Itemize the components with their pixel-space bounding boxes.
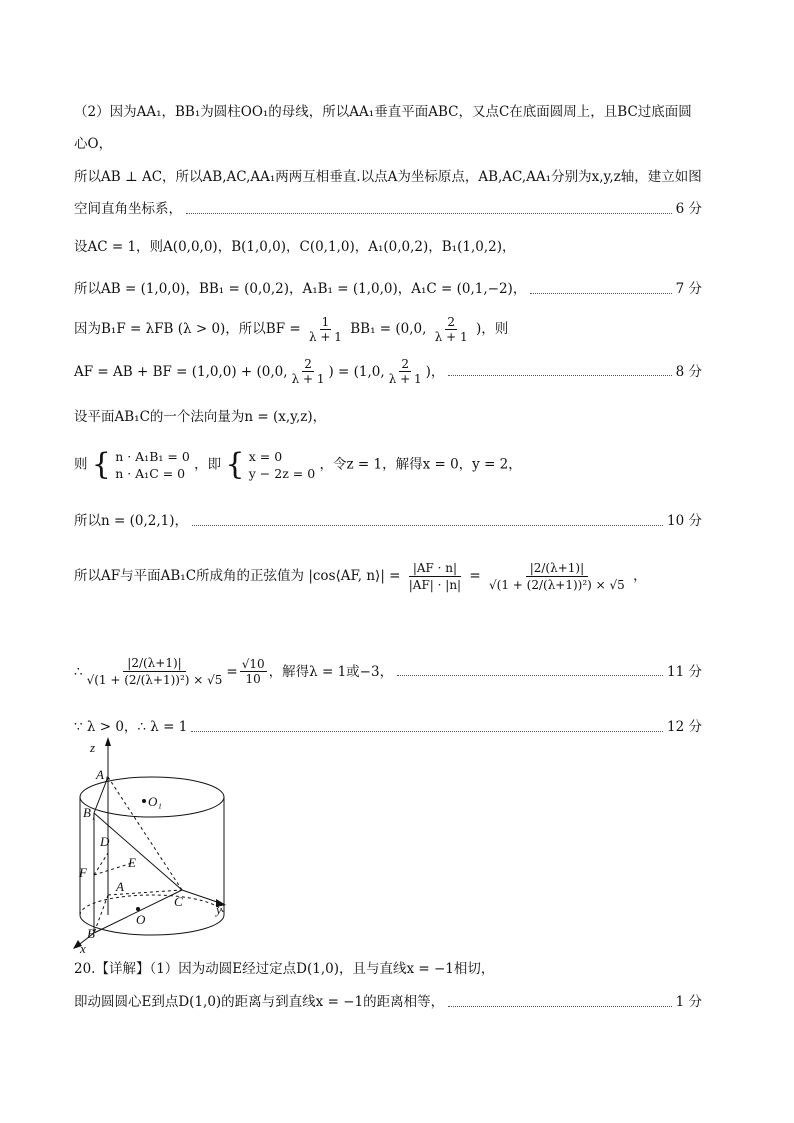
dot-leader bbox=[192, 525, 663, 526]
solution-line-16 bbox=[74, 993, 702, 1011]
solution-line-8 bbox=[74, 357, 702, 386]
line-text: 所以AB = (1,0,0)，BB₁ = (0,0,2)，A₁B₁ = (1,0,0)，A₁C = (0,1,−2)， bbox=[74, 281, 527, 297]
dot-leader bbox=[448, 375, 671, 376]
solution-line-2: 心O， bbox=[74, 136, 113, 152]
segment-fe bbox=[94, 863, 132, 875]
label-d: D bbox=[100, 834, 110, 849]
solution-line-3: 所以AB ⊥ AC，所以AB,AC,AA₁两两互相垂直.以点A为坐标原点，AB,AC,AA₁分别为x,y,z轴，建立如图 bbox=[74, 169, 702, 185]
center-o1-dot bbox=[142, 799, 146, 803]
fraction: $\frac{|AF \cdot n|}{|AF| \cdot |n|}$ bbox=[408, 561, 462, 592]
fraction: $\frac{|2/(\lambda+1)|}{\text{√(1 + (2/(λ+1))²) × √5}}$ bbox=[86, 656, 223, 687]
equals-sign: = bbox=[226, 663, 238, 680]
line-text: ∵ λ > 0，∴ λ = 1 bbox=[74, 719, 188, 735]
label-z: z bbox=[90, 740, 96, 755]
bottom-ellipse-front bbox=[80, 915, 224, 935]
label-x: x bbox=[80, 941, 86, 955]
line-text: 则 bbox=[74, 456, 88, 473]
solution-line-11 bbox=[74, 512, 702, 530]
fraction: $\frac{2}{\lambda + 1}$ bbox=[388, 357, 422, 386]
line-text: )，则 bbox=[475, 321, 509, 337]
line-text: ，令z = 1，解得x = 0，y = 2， bbox=[319, 456, 522, 473]
solution-line-13 bbox=[74, 655, 702, 688]
solution-line-1: （2）因为AA₁，BB₁为圆柱OO₁的母线，所以AA₁垂直平面ABC，又点C在底面圆周上，且BC过底面圆 bbox=[74, 104, 692, 120]
label-b1: B₁ bbox=[83, 805, 96, 820]
line-text: ，即 bbox=[194, 456, 222, 473]
left-brace: { bbox=[225, 447, 245, 482]
equation: n · A₁C = 0 bbox=[115, 466, 186, 481]
label-a: A bbox=[116, 879, 124, 894]
score-label: 12 分 bbox=[667, 719, 702, 735]
fraction: $\frac{2}{\lambda + 1}$ bbox=[291, 357, 325, 386]
solution-line-4 bbox=[74, 200, 702, 218]
equation-system bbox=[115, 448, 190, 482]
line-text: 即动圆圆心E到点D(1,0)的距离与到直线x = −1的距离相等， bbox=[74, 994, 445, 1010]
label-a1: A₁ bbox=[96, 767, 109, 782]
label-f: F bbox=[79, 865, 87, 880]
score-label: 7 分 bbox=[675, 281, 702, 297]
cosine-expression: |cos⟨AF, n⟩| = bbox=[308, 568, 401, 584]
line-text: BB₁ = (0,0, bbox=[350, 321, 427, 337]
fraction: $\frac{|2/(\lambda+1)|}{\text{√(1 + (2/(λ+1))²) × √5}}$ bbox=[489, 561, 625, 592]
score-label: 10 分 bbox=[667, 513, 702, 529]
fraction: $\frac{√10}{10}$ bbox=[241, 657, 265, 686]
solution-line-6 bbox=[74, 280, 702, 298]
solution-line-12 bbox=[74, 560, 647, 593]
therefore-sign: ∴ bbox=[74, 663, 83, 680]
label-b: B bbox=[87, 926, 95, 941]
score-label: 8 分 bbox=[675, 363, 702, 380]
score-label: 1 分 bbox=[675, 994, 702, 1010]
center-o-dot bbox=[136, 907, 140, 911]
y-axis bbox=[182, 890, 220, 903]
dot-leader bbox=[186, 213, 672, 214]
line-text: )， bbox=[425, 363, 445, 380]
line-text: 空间直角坐标系， bbox=[74, 201, 182, 217]
equation: x = 0 bbox=[248, 449, 283, 464]
solution-line-7 bbox=[74, 315, 508, 344]
solution-line-14 bbox=[74, 718, 702, 736]
left-brace: { bbox=[91, 447, 111, 482]
line-text: ) = (1,0, bbox=[328, 363, 385, 380]
label-c: C bbox=[174, 894, 183, 909]
dot-leader bbox=[448, 1006, 672, 1007]
cylinder-figure bbox=[70, 735, 245, 955]
solution-line-10 bbox=[74, 448, 522, 482]
dot-leader bbox=[530, 293, 671, 294]
solution-line-15: 20.【详解】（1）因为动圆E经过定点D(1,0)，且与直线x = −1相切， bbox=[74, 961, 495, 977]
segment-b1c bbox=[94, 813, 182, 890]
solution-line-9: 设平面AB₁C的一个法向量为n = (x,y,z)， bbox=[74, 409, 327, 425]
line-text: ， bbox=[633, 568, 647, 584]
equation: n · A₁B₁ = 0 bbox=[115, 449, 190, 464]
fraction: $\frac{1}{\lambda + 1}$ bbox=[309, 315, 342, 344]
dot-leader bbox=[191, 731, 663, 732]
segment-a1c bbox=[108, 777, 182, 890]
dot-leader bbox=[397, 675, 663, 676]
fraction: $\frac{2}{\lambda + 1}$ bbox=[434, 315, 468, 344]
label-y: y bbox=[216, 902, 222, 917]
score-label: 11 分 bbox=[667, 663, 702, 680]
solution-line-5: 设AC = 1，则A(0,0,0)，B(1,0,0)，C(0,1,0)，A₁(0,0,2)，B₁(1,0,2)， bbox=[74, 239, 516, 255]
line-text: 因为B₁F = λFB (λ > 0)，所以BF = bbox=[74, 321, 301, 337]
label-e: E bbox=[128, 855, 136, 870]
equation: y − 2z = 0 bbox=[248, 466, 316, 481]
label-o: O bbox=[136, 912, 146, 927]
score-label: 6 分 bbox=[675, 201, 702, 217]
z-axis-arrow-icon bbox=[105, 737, 111, 746]
line-text: AF = AB + BF = (1,0,0) + (0,0, bbox=[74, 363, 288, 380]
equation-system bbox=[249, 448, 315, 482]
equals-sign: = bbox=[469, 568, 481, 584]
line-text: 所以n = (0,2,1)， bbox=[74, 513, 188, 529]
label-o1: O₁ bbox=[148, 794, 162, 809]
line-text: 所以AF与平面AB₁C所成角的正弦值为 bbox=[74, 568, 305, 584]
line-text: ，解得λ = 1或−3， bbox=[268, 663, 394, 680]
